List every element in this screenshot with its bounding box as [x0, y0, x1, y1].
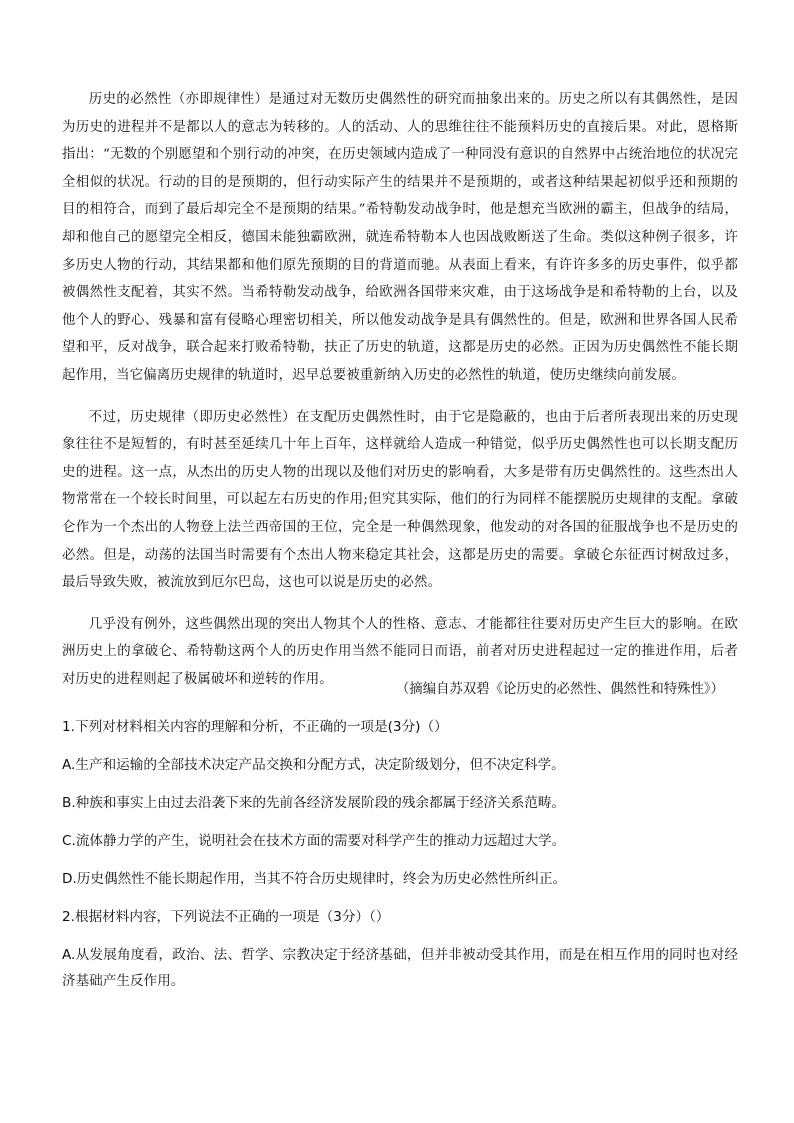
question-list — [62, 714, 738, 1006]
passage-paragraph-2: 不过，历史规律（即历史必然性）在支配历史偶然性时，由于它是隐蔽的，也由于后者所表现出来的历史现象往往不是短暂的，有时甚至延续几十年上百年，这样就给人造成一种错觉，似乎历史偶然性也可以长期支配历史的进程。这一点，从杰出的历史人物的出现以及他们对历史的影响看，大多是带有历史偶然性的。这些杰出人物常常在一个较长时间里，可以起左右历史的作用;但究其实际，他们的行为同样不能摆脱历史规律的支配。拿破仑作为一个杰出的人物登上法兰西帝国的王位，完全是一种偶然现象，他发动的对各国的征服战争也不是历史的必然。但是，动荡的法国当时需要有个杰出人物来稳定其社会，这都是历史的需要。拿破仑东征西讨树敌过多，最后导致失败，被流放到厄尔巴岛，这也可以说是历史的必然。 — [62, 409, 738, 591]
reading-passage — [62, 86, 738, 707]
passage-paragraph-3: 几乎没有例外，这些偶然出现的突出人物其个人的性格、意志、才能都往往要对历史产生巨大的影响。在欧洲历史上的拿破仑、希特勒这两个人的历史作用当然不能同日而语，前者对历史进程起过一定的推进作用，后者对历史的进程则起了极属破坏和逆转的作用。 — [62, 616, 738, 687]
option-d: D.历史偶然性不能长期起作用，当其不符合历史规律时，终会为历史必然性所纠正。 — [62, 871, 567, 887]
option-a: A.生产和运输的全部技术决定产品交换和分配方式，决定阶级划分，但不决定科学。 — [62, 757, 565, 773]
question-stem: 2.根据材料内容，下列说法不正确的一项是（3分）（） — [62, 909, 390, 925]
passage-paragraph-1: 历史的必然性（亦即规律性）是通过对无数历史偶然性的研究而抽象出来的。历史之所以有其偶然性，是因为历史的进程并不是都以人的意志为转移的。人的活动、人的思维往往不能预料历史的直接后果。对此，恩格斯指出：“无数的个别愿望和个别行动的冲突，在历史领域内造成了一种同没有意识的自然界中占统治地位的状况完全相似的状况。行动的目的是预期的，但行动实际产生的结果并不是预期的，或者这种结果起初似乎还和预期的目的相符合，而到了最后却完全不是预期的结果。”希特勒发动战争时，他是想充当欧洲的霸主，但战争的结局，却和他自己的愿望完全相反，德国未能独霸欧洲，就连希特勒本人也因战败断送了生命。类似这种例子很多，许多历史人物的行动，其结果都和他们原先预期的目的背道而驰。从表面上看来，有许许多多的历史事件，似乎都被偶然性支配着，其实不然。当希特勒发动战争，给欧洲各国带来灾难，由于这场战争是和希特勒的上台，以及他个人的野心、残暴和富有侵略心理密切相关，所以他发动战争是具有偶然性的。但是，欧洲和世界各国人民希望和平，反对战争，联合起来打败希特勒，扶正了历史的轨道，这都是历史的必然。正因为历史偶然性不能长期起作用，当它偏离历史规律的轨道时，迟早总要被重新纳入历史的必然性的轨道，使历史继续向前发展。 — [62, 92, 738, 383]
question-stem: 1.下列对材料相关内容的理解和分析，不正确的一项是(3分)（） — [62, 719, 448, 735]
option-a: A.从发展角度看，政治、法、哲学、宗教决定于经济基础，但并非被动受其作用，而是在相互作用的同时也对经济基础产生反作用。 — [62, 947, 738, 989]
question-2 — [62, 904, 738, 994]
option-c: C.流体静力学的产生，说明社会在技术方面的需要对科学产生的推动力远超过大学。 — [62, 833, 566, 849]
question-1 — [62, 714, 738, 892]
option-b: B.种族和事实上由过去沿袭下来的先前各经济发展阶段的残余都属于经济关系范畴。 — [62, 795, 566, 811]
passage-source: （摘编自苏双碧《论历史的必然性、偶然性和特殊性》） — [395, 682, 724, 697]
